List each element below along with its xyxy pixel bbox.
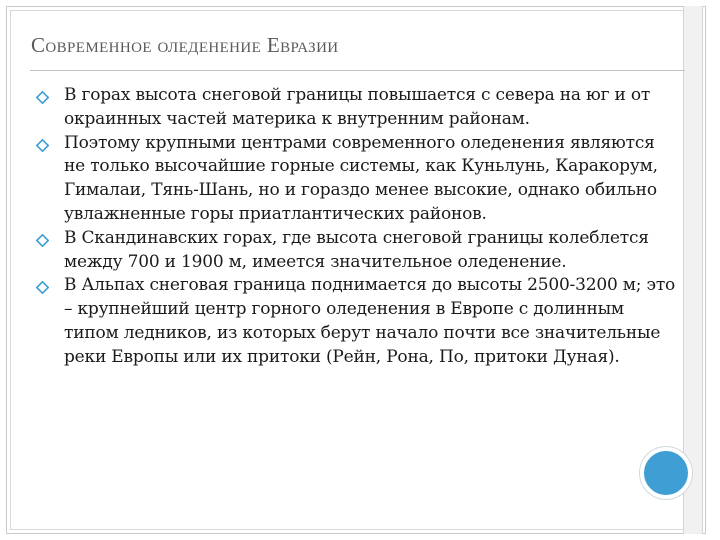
diamond-bullet-icon [36, 281, 49, 294]
right-decorative-stripe [683, 6, 703, 534]
diamond-bullet-icon [36, 91, 49, 104]
bullet-text: В горах высота снеговой границы повышается с севера на юг и от окраинных частей материка к внутренним районам. [64, 85, 651, 129]
bullet-item [36, 227, 676, 275]
bullet-item [36, 84, 676, 132]
bullet-text: В Альпах снеговая граница поднимается до высоты 2500-3200 м; это – крупнейший центр горного оледенения в Европе с долинным типом ледников, из которых берут начало почти все значительные реки Европы или их притоки (Рейн, Рона, По, притоки Дуная). [64, 275, 676, 367]
diamond-bullet-icon [36, 139, 49, 152]
slide-title: Современное оледенение Евразии [31, 33, 339, 57]
title-underline [30, 70, 685, 71]
bullet-list [36, 84, 676, 370]
bullet-text: Поэтому крупными центрами современного оледенения являются не только высочайшие горные системы, как Куньлунь, Каракорум, Гималаи, Тянь-Шань, но и гораздо менее высокие, однако обильно увлажненные горы приатлантических районов. [64, 132, 658, 224]
decorative-circle [640, 447, 692, 499]
diamond-bullet-icon [36, 234, 49, 247]
bullet-item [36, 274, 676, 369]
bullet-text: В Скандинавских горах, где высота снеговой границы колеблется между 700 и 1900 м, имеется значительное оледенение. [64, 227, 649, 272]
bullet-item [36, 132, 676, 227]
